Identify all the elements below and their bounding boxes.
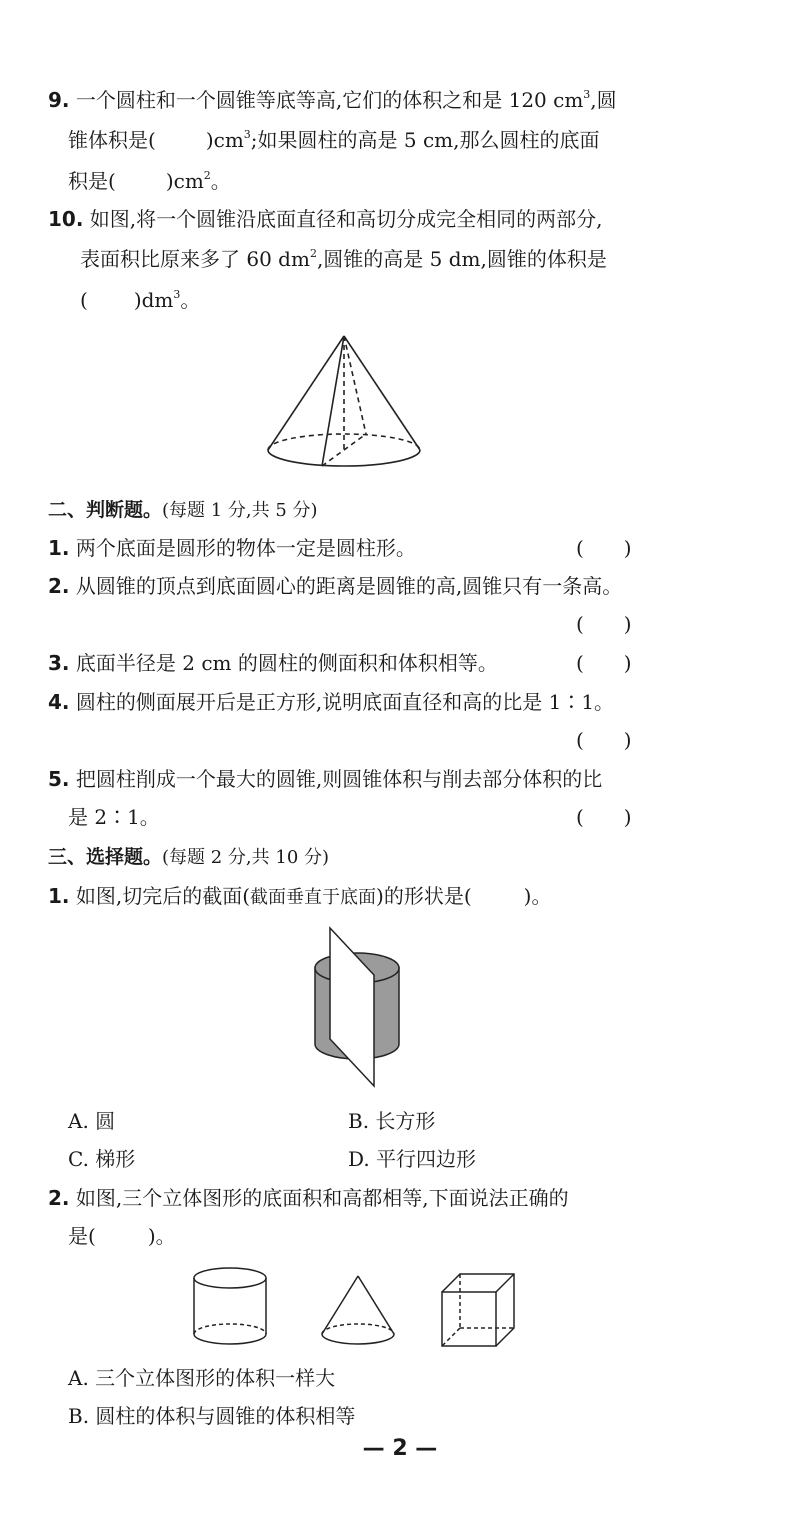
page-number: — 2 — <box>362 1436 438 1461</box>
judge-answer-5[interactable]: ( ) <box>576 805 632 829</box>
judge-section-title: 二、判断题。(每题 1 分,共 5 分) <box>48 499 318 521</box>
judge-answer-3[interactable]: ( ) <box>576 651 632 675</box>
cone-icon <box>322 1276 394 1344</box>
cone-base-front-arc <box>268 450 420 466</box>
judge-item-2: 2. 从圆锥的顶点到底面圆心的距离是圆锥的高,圆锥只有一条高。 <box>48 574 623 598</box>
choice-q1-option-c[interactable]: C. 梯形 <box>68 1147 136 1171</box>
cylinder-icon <box>194 1268 266 1344</box>
cylinder-cut-figure <box>310 922 406 1088</box>
judge-answer-1[interactable]: ( ) <box>576 536 632 560</box>
choice-q2-option-a[interactable]: A. 三个立体图形的体积一样大 <box>68 1366 336 1390</box>
choice-q1-text: 1. 如图,切完后的截面(截面垂直于底面)的形状是( )。 <box>48 884 552 908</box>
q10-number: 10. <box>48 207 84 231</box>
choice-q1-option-d[interactable]: D. 平行四边形 <box>348 1147 477 1171</box>
q10-line2: 表面积比原来多了 60 $dm^2$,圆锥的高是 5 dm,圆锥的体积是 <box>80 247 607 271</box>
cone-left-edge <box>268 336 344 450</box>
q9-number: 9. <box>48 88 70 112</box>
judge-item-3: 3. 底面半径是 2 cm 的圆柱的侧面积和体积相等。 <box>48 651 498 675</box>
choice-q2-text-cont: 是( )。 <box>68 1224 176 1248</box>
choice-section-title: 三、选择题。(每题 2 分,共 10 分) <box>48 846 330 868</box>
q9-line2: 锥体积是( )$cm^3$;如果圆柱的高是 5 cm,那么圆柱的底面 <box>68 128 600 152</box>
cut-front-line <box>322 336 344 466</box>
cube-icon <box>442 1274 514 1346</box>
cut-cone-figure <box>262 330 426 474</box>
judge-answer-4[interactable]: ( ) <box>576 728 632 752</box>
judge-item-1: 1. 两个底面是圆形的物体一定是圆柱形。 <box>48 536 416 560</box>
three-solids-figure <box>188 1264 518 1356</box>
q9-line1: 9. 一个圆柱和一个圆锥等底等高,它们的体积之和是 120 $cm^3$,圆 <box>48 88 617 112</box>
choice-q1-option-b[interactable]: B. 长方形 <box>348 1109 436 1133</box>
cone-right-edge <box>344 336 420 450</box>
judge-item-5: 5. 把圆柱削成一个最大的圆锥,则圆锥体积与削去部分体积的比 <box>48 767 603 791</box>
judge-item-4: 4. 圆柱的侧面展开后是正方形,说明底面直径和高的比是 1∶1。 <box>48 690 615 714</box>
choice-q2-option-b[interactable]: B. 圆柱的体积与圆锥的体积相等 <box>68 1404 356 1428</box>
cut-back-line <box>344 336 366 434</box>
q9-line3: 积是( )$cm^2$。 <box>68 169 231 193</box>
q10-line1: 10. 如图,将一个圆锥沿底面直径和高切分成完全相同的两部分, <box>48 207 603 231</box>
judge-item-5-cont: 是 2∶1。 <box>68 805 160 829</box>
choice-q2-text: 2. 如图,三个立体图形的底面积和高都相等,下面说法正确的 <box>48 1186 569 1210</box>
judge-answer-2[interactable]: ( ) <box>576 612 632 636</box>
q10-line3: ( )$dm^3$。 <box>80 288 201 312</box>
choice-q1-option-a[interactable]: A. 圆 <box>68 1109 116 1133</box>
cutting-plane <box>330 928 374 1086</box>
